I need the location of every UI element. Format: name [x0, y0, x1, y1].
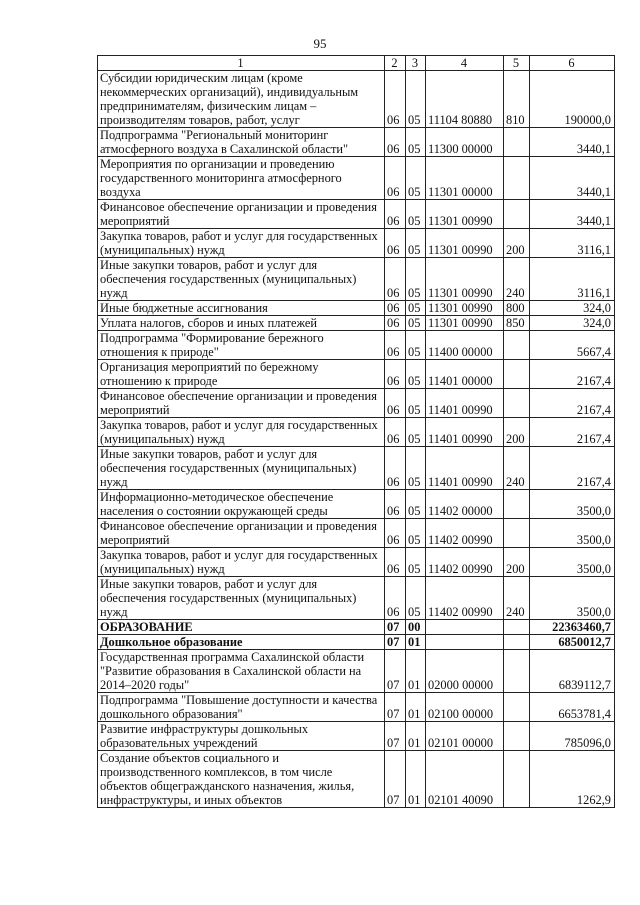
expense-type-code: 200: [504, 418, 530, 447]
table-row: [98, 751, 615, 808]
row-name: Иные бюджетные ассигнования: [98, 301, 385, 316]
section-code: 06: [385, 301, 406, 316]
expense-type-code: 800: [504, 301, 530, 316]
amount: 2167,4: [530, 360, 615, 389]
row-name: Уплата налогов, сборов и иных платежей: [98, 316, 385, 331]
expense-type-code: [504, 751, 530, 808]
amount: 324,0: [530, 301, 615, 316]
row-name: Подпрограмма "Региональный мониторинг атмосферного воздуха в Сахалинской области": [98, 128, 385, 157]
header-col-1: 1: [98, 56, 385, 71]
table-row: [98, 620, 615, 635]
expense-type-code: [504, 331, 530, 360]
target-article-code: 11401 00990: [426, 418, 504, 447]
row-name: Подпрограмма "Формирование бережного отношения к природе": [98, 331, 385, 360]
row-name: Закупка товаров, работ и услуг для государственных (муниципальных) нужд: [98, 229, 385, 258]
table-row: [98, 258, 615, 301]
target-article-code: 11402 00990: [426, 519, 504, 548]
subsection-code: 05: [406, 229, 426, 258]
row-name: Финансовое обеспечение организации и проведения мероприятий: [98, 389, 385, 418]
amount: 785096,0: [530, 722, 615, 751]
section-code: 06: [385, 331, 406, 360]
header-col-2: 2: [385, 56, 406, 71]
section-code: 07: [385, 751, 406, 808]
amount: 2167,4: [530, 389, 615, 418]
section-code: 07: [385, 650, 406, 693]
amount: 3440,1: [530, 200, 615, 229]
expense-type-code: 240: [504, 447, 530, 490]
amount: 3500,0: [530, 490, 615, 519]
table-row: [98, 693, 615, 722]
table-row: [98, 360, 615, 389]
table-row: [98, 447, 615, 490]
row-name: Иные закупки товаров, работ и услуг для обеспечения государственных (муниципальных) нужд: [98, 258, 385, 301]
subsection-code: 05: [406, 316, 426, 331]
expense-type-code: [504, 490, 530, 519]
section-code: 07: [385, 693, 406, 722]
header-col-6: 6: [530, 56, 615, 71]
expense-type-code: [504, 389, 530, 418]
table-row: [98, 548, 615, 577]
table-row: [98, 157, 615, 200]
row-name: Создание объектов социального и производственного комплексов, в том числе объектов общегражданского назначения, жилья, инфраструктуры, и иных объектов: [98, 751, 385, 808]
table-row: [98, 128, 615, 157]
amount: 3500,0: [530, 519, 615, 548]
expense-type-code: 850: [504, 316, 530, 331]
subsection-code: 01: [406, 693, 426, 722]
section-code: 06: [385, 490, 406, 519]
target-article-code: 11301 00990: [426, 200, 504, 229]
target-article-code: 11401 00000: [426, 360, 504, 389]
subsection-code: 05: [406, 548, 426, 577]
section-code: 06: [385, 360, 406, 389]
target-article-code: 11400 00000: [426, 331, 504, 360]
subsection-code: 01: [406, 635, 426, 650]
target-article-code: 11401 00990: [426, 389, 504, 418]
expense-type-code: [504, 650, 530, 693]
section-code: 06: [385, 71, 406, 128]
target-article-code: 11402 00000: [426, 490, 504, 519]
table-row: [98, 316, 615, 331]
section-code: 07: [385, 620, 406, 635]
table-row: [98, 490, 615, 519]
target-article-code: 02000 00000: [426, 650, 504, 693]
expense-type-code: [504, 693, 530, 722]
subsection-code: 05: [406, 577, 426, 620]
table-row: [98, 331, 615, 360]
target-article-code: 02100 00000: [426, 693, 504, 722]
row-name: Закупка товаров, работ и услуг для государственных (муниципальных) нужд: [98, 548, 385, 577]
row-name: Иные закупки товаров, работ и услуг для обеспечения государственных (муниципальных) нужд: [98, 447, 385, 490]
section-code: 06: [385, 229, 406, 258]
subsection-code: 05: [406, 389, 426, 418]
subsection-code: 00: [406, 620, 426, 635]
table-header-row: [98, 56, 615, 71]
amount: 2167,4: [530, 447, 615, 490]
table-row: [98, 71, 615, 128]
section-code: 06: [385, 389, 406, 418]
expense-type-code: 200: [504, 229, 530, 258]
table-row: [98, 577, 615, 620]
target-article-code: 11301 00990: [426, 316, 504, 331]
amount: 6653781,4: [530, 693, 615, 722]
row-name: Закупка товаров, работ и услуг для государственных (муниципальных) нужд: [98, 418, 385, 447]
expense-type-code: [504, 128, 530, 157]
subsection-code: 01: [406, 650, 426, 693]
target-article-code: 02101 40090: [426, 751, 504, 808]
expense-type-code: 810: [504, 71, 530, 128]
amount: 22363460,7: [530, 620, 615, 635]
row-name: Подпрограмма "Повышение доступности и качества дошкольного образования": [98, 693, 385, 722]
target-article-code: 11104 80880: [426, 71, 504, 128]
expense-type-code: [504, 200, 530, 229]
header-col-4: 4: [426, 56, 504, 71]
row-name: Дошкольное образование: [98, 635, 385, 650]
amount: 190000,0: [530, 71, 615, 128]
row-name: ОБРАЗОВАНИЕ: [98, 620, 385, 635]
target-article-code: 11301 00990: [426, 301, 504, 316]
section-code: 06: [385, 128, 406, 157]
row-name: Мероприятия по организации и проведению государственного мониторинга атмосферного воздуха: [98, 157, 385, 200]
target-article-code: 11301 00990: [426, 229, 504, 258]
expense-type-code: [504, 360, 530, 389]
subsection-code: 05: [406, 447, 426, 490]
subsection-code: 05: [406, 157, 426, 200]
table-row: [98, 418, 615, 447]
section-code: 06: [385, 447, 406, 490]
section-code: 06: [385, 418, 406, 447]
table-row: [98, 650, 615, 693]
expense-type-code: [504, 519, 530, 548]
target-article-code: 02101 00000: [426, 722, 504, 751]
amount: 6850012,7: [530, 635, 615, 650]
table-row: [98, 389, 615, 418]
section-code: 06: [385, 316, 406, 331]
subsection-code: 05: [406, 519, 426, 548]
row-name: Развитие инфраструктуры дошкольных образовательных учреждений: [98, 722, 385, 751]
subsection-code: 05: [406, 301, 426, 316]
budget-table: [97, 55, 615, 808]
amount: 3440,1: [530, 128, 615, 157]
header-col-3: 3: [406, 56, 426, 71]
target-article-code: 11402 00990: [426, 548, 504, 577]
section-code: 06: [385, 548, 406, 577]
target-article-code: 11401 00990: [426, 447, 504, 490]
amount: 3116,1: [530, 229, 615, 258]
row-name: Финансовое обеспечение организации и проведения мероприятий: [98, 519, 385, 548]
row-name: Государственная программа Сахалинской области "Развитие образования в Сахалинской области на 2014–2020 годы": [98, 650, 385, 693]
section-code: 06: [385, 258, 406, 301]
subsection-code: 05: [406, 331, 426, 360]
amount: 3116,1: [530, 258, 615, 301]
expense-type-code: [504, 722, 530, 751]
expense-type-code: [504, 620, 530, 635]
expense-type-code: 240: [504, 577, 530, 620]
subsection-code: 05: [406, 71, 426, 128]
subsection-code: 05: [406, 360, 426, 389]
table-row: [98, 635, 615, 650]
amount: 3500,0: [530, 548, 615, 577]
table-row: [98, 229, 615, 258]
row-name: Финансовое обеспечение организации и проведения мероприятий: [98, 200, 385, 229]
table-row: [98, 519, 615, 548]
target-article-code: [426, 635, 504, 650]
subsection-code: 05: [406, 258, 426, 301]
amount: 6839112,7: [530, 650, 615, 693]
expense-type-code: [504, 635, 530, 650]
subsection-code: 01: [406, 722, 426, 751]
amount: 3500,0: [530, 577, 615, 620]
subsection-code: 05: [406, 200, 426, 229]
section-code: 07: [385, 635, 406, 650]
subsection-code: 05: [406, 128, 426, 157]
expense-type-code: 240: [504, 258, 530, 301]
target-article-code: 11300 00000: [426, 128, 504, 157]
target-article-code: 11402 00990: [426, 577, 504, 620]
header-col-5: 5: [504, 56, 530, 71]
subsection-code: 05: [406, 418, 426, 447]
row-name: Организация мероприятий по бережному отношению к природе: [98, 360, 385, 389]
amount: 324,0: [530, 316, 615, 331]
amount: 3440,1: [530, 157, 615, 200]
section-code: 06: [385, 157, 406, 200]
amount: 1262,9: [530, 751, 615, 808]
table-row: [98, 301, 615, 316]
row-name: Субсидии юридическим лицам (кроме некоммерческих организаций), индивидуальным предпринимателям, физическим лицам – производителям товаров, работ, услуг: [98, 71, 385, 128]
section-code: 07: [385, 722, 406, 751]
table-row: [98, 722, 615, 751]
row-name: Информационно-методическое обеспечение населения о состоянии окружающей среды: [98, 490, 385, 519]
target-article-code: [426, 620, 504, 635]
expense-type-code: [504, 157, 530, 200]
target-article-code: 11301 00990: [426, 258, 504, 301]
section-code: 06: [385, 577, 406, 620]
section-code: 06: [385, 200, 406, 229]
subsection-code: 05: [406, 490, 426, 519]
amount: 5667,4: [530, 331, 615, 360]
table-row: [98, 200, 615, 229]
row-name: Иные закупки товаров, работ и услуг для обеспечения государственных (муниципальных) нужд: [98, 577, 385, 620]
expense-type-code: 200: [504, 548, 530, 577]
amount: 2167,4: [530, 418, 615, 447]
section-code: 06: [385, 519, 406, 548]
subsection-code: 01: [406, 751, 426, 808]
page-number: 95: [313, 36, 327, 51]
target-article-code: 11301 00000: [426, 157, 504, 200]
